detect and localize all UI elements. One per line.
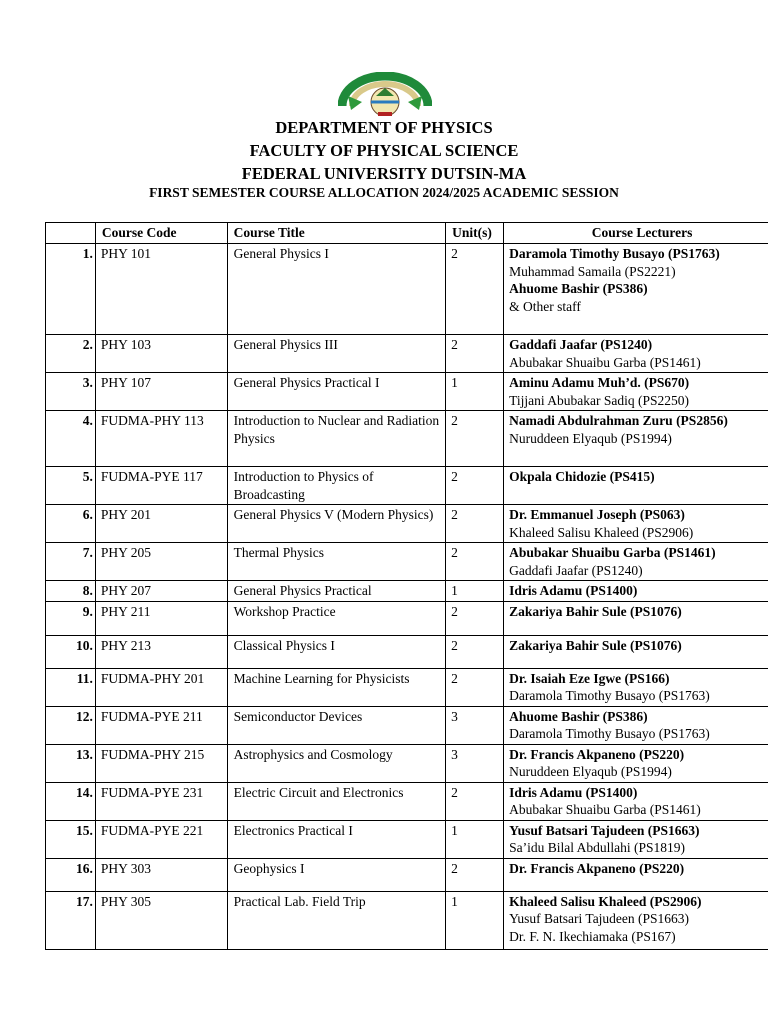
serial-number: 7. bbox=[46, 543, 96, 581]
course-lecturers bbox=[504, 505, 768, 543]
course-units: 2 bbox=[446, 635, 504, 668]
course-title: Introduction to Nuclear and Radiation Physics bbox=[227, 411, 446, 467]
serial-number: 9. bbox=[46, 601, 96, 635]
serial-number: 1. bbox=[46, 244, 96, 335]
course-code: FUDMA-PYE 231 bbox=[95, 782, 227, 820]
course-title: General Physics III bbox=[227, 335, 446, 373]
course-units: 2 bbox=[446, 244, 504, 335]
course-code: PHY 205 bbox=[95, 543, 227, 581]
course-lecturers bbox=[504, 411, 768, 467]
course-code: FUDMA-PYE 117 bbox=[95, 467, 227, 505]
course-code: FUDMA-PYE 211 bbox=[95, 706, 227, 744]
table-row bbox=[46, 891, 768, 949]
course-title: General Physics V (Modern Physics) bbox=[227, 505, 446, 543]
column-header-title: Course Title bbox=[227, 223, 446, 244]
course-title: Practical Lab. Field Trip bbox=[227, 891, 446, 949]
lecturer-name: Okpala Chidozie (PS415) bbox=[509, 469, 655, 484]
course-title: General Physics Practical bbox=[227, 581, 446, 602]
course-code: PHY 303 bbox=[95, 858, 227, 891]
lecturer-name: Zakariya Bahir Sule (PS1076) bbox=[509, 637, 682, 653]
course-units: 3 bbox=[446, 706, 504, 744]
course-title: Classical Physics I bbox=[227, 635, 446, 668]
table-row bbox=[46, 505, 768, 543]
lecturer-name: Namadi Abdulrahman Zuru (PS2856) bbox=[509, 413, 728, 428]
lecturer-name: Dr. Emmanuel Joseph (PS063) bbox=[509, 507, 685, 522]
department-heading: DEPARTMENT OF PHYSICS bbox=[275, 118, 493, 137]
course-units: 1 bbox=[446, 820, 504, 858]
lecturer-name: Dr. Francis Akpaneno (PS220) bbox=[509, 860, 685, 876]
course-lecturers bbox=[504, 820, 768, 858]
table-row bbox=[46, 373, 768, 411]
serial-number: 14. bbox=[46, 782, 96, 820]
course-units: 2 bbox=[446, 782, 504, 820]
lecturer-name: Ahuome Bashir (PS386) bbox=[509, 708, 648, 724]
course-units: 1 bbox=[446, 581, 504, 602]
course-lecturers bbox=[504, 706, 768, 744]
course-allocation-table bbox=[45, 222, 768, 950]
table-row bbox=[46, 335, 768, 373]
lecturer-name: Daramola Timothy Busayo (PS1763) bbox=[509, 726, 710, 741]
table-row bbox=[46, 782, 768, 820]
lecturer-name: & Other staff bbox=[509, 298, 581, 314]
university-heading: FEDERAL UNIVERSITY DUTSIN-MA bbox=[241, 164, 527, 183]
table-row bbox=[46, 411, 768, 467]
course-title: General Physics Practical I bbox=[227, 373, 446, 411]
table-row bbox=[46, 543, 768, 581]
session-heading: FIRST SEMESTER COURSE ALLOCATION 2024/2025 ACADEMIC SESSION bbox=[149, 185, 619, 200]
table-row bbox=[46, 858, 768, 891]
lecturer-name: Dr. F. N. Ikechiamaka (PS167) bbox=[509, 928, 676, 944]
lecturer-name: Daramola Timothy Busayo (PS1763) bbox=[509, 246, 720, 261]
lecturer-name: Dr. Francis Akpaneno (PS220) bbox=[509, 746, 685, 762]
course-title: Workshop Practice bbox=[227, 601, 446, 635]
lecturer-name: Tijjani Abubakar Sadiq (PS2250) bbox=[509, 392, 690, 408]
lecturer-name: Dr. Isaiah Eze Igwe (PS166) bbox=[509, 670, 670, 686]
lecturer-name: Abubakar Shuaibu Garba (PS1461) bbox=[509, 802, 701, 817]
course-lecturers bbox=[504, 467, 768, 505]
course-units: 2 bbox=[446, 858, 504, 891]
course-title: Machine Learning for Physicists bbox=[227, 668, 446, 706]
table-row bbox=[46, 581, 768, 602]
course-code: FUDMA-PHY 113 bbox=[95, 411, 227, 467]
course-units: 1 bbox=[446, 373, 504, 411]
course-units: 1 bbox=[446, 891, 504, 949]
course-code: PHY 211 bbox=[95, 601, 227, 635]
lecturer-name: Abubakar Shuaibu Garba (PS1461) bbox=[509, 354, 701, 370]
course-title: Geophysics I bbox=[227, 858, 446, 891]
lecturer-name: Khaleed Salisu Khaleed (PS2906) bbox=[509, 524, 694, 540]
lecturer-name: Yusuf Batsari Tajudeen (PS1663) bbox=[509, 911, 690, 926]
serial-number: 6. bbox=[46, 505, 96, 543]
course-units: 2 bbox=[446, 335, 504, 373]
course-lecturers bbox=[504, 581, 768, 602]
course-units: 2 bbox=[446, 411, 504, 467]
course-units: 2 bbox=[446, 467, 504, 505]
serial-number: 10. bbox=[46, 635, 96, 668]
lecturer-name: Nuruddeen Elyaqub (PS1994) bbox=[509, 430, 672, 446]
course-lecturers bbox=[504, 335, 768, 373]
lecturer-name: Daramola Timothy Busayo (PS1763) bbox=[509, 688, 710, 703]
column-header-units: Unit(s) bbox=[446, 223, 504, 244]
course-code: PHY 207 bbox=[95, 581, 227, 602]
serial-number: 3. bbox=[46, 373, 96, 411]
course-title: General Physics I bbox=[227, 244, 446, 335]
course-code: PHY 201 bbox=[95, 505, 227, 543]
course-title: Thermal Physics bbox=[227, 543, 446, 581]
course-code: FUDMA-PHY 201 bbox=[95, 668, 227, 706]
course-code: PHY 103 bbox=[95, 335, 227, 373]
serial-number: 17. bbox=[46, 891, 96, 949]
course-lecturers bbox=[504, 858, 768, 891]
table-row bbox=[46, 820, 768, 858]
course-title: Introduction to Physics of Broadcasting bbox=[227, 467, 446, 505]
table-row bbox=[46, 601, 768, 635]
course-lecturers bbox=[504, 601, 768, 635]
serial-number: 12. bbox=[46, 706, 96, 744]
serial-number: 15. bbox=[46, 820, 96, 858]
lecturer-name: Zakariya Bahir Sule (PS1076) bbox=[509, 603, 682, 619]
lecturer-name: Sa’idu Bilal Abdullahi (PS1819) bbox=[509, 840, 686, 855]
course-lecturers bbox=[504, 373, 768, 411]
course-code: PHY 101 bbox=[95, 244, 227, 335]
course-lecturers bbox=[504, 543, 768, 581]
lecturer-name: Gaddafi Jaafar (PS1240) bbox=[509, 337, 653, 352]
serial-number: 4. bbox=[46, 411, 96, 467]
table-row bbox=[46, 668, 768, 706]
lecturer-name: Idris Adamu (PS1400) bbox=[509, 583, 638, 598]
course-lecturers bbox=[504, 635, 768, 668]
course-lecturers bbox=[504, 668, 768, 706]
course-code: FUDMA-PHY 215 bbox=[95, 744, 227, 782]
lecturer-name: Khaleed Salisu Khaleed (PS2906) bbox=[509, 893, 702, 909]
lecturer-name: Ahuome Bashir (PS386) bbox=[509, 281, 648, 296]
lecturer-name: Abubakar Shuaibu Garba (PS1461) bbox=[509, 545, 716, 560]
column-header-code: Course Code bbox=[95, 223, 227, 244]
course-lecturers bbox=[504, 782, 768, 820]
serial-number: 8. bbox=[46, 581, 96, 602]
university-logo bbox=[338, 72, 432, 116]
course-units: 2 bbox=[446, 601, 504, 635]
table-row bbox=[46, 244, 768, 335]
faculty-heading: FACULTY OF PHYSICAL SCIENCE bbox=[249, 141, 519, 160]
course-lecturers bbox=[504, 891, 768, 949]
column-header-lecturers: Course Lecturers bbox=[504, 223, 768, 244]
course-lecturers bbox=[504, 744, 768, 782]
serial-number: 5. bbox=[46, 467, 96, 505]
course-units: 2 bbox=[446, 668, 504, 706]
serial-number: 11. bbox=[46, 668, 96, 706]
lecturer-name: Gaddafi Jaafar (PS1240) bbox=[509, 562, 643, 578]
course-units: 2 bbox=[446, 505, 504, 543]
course-code: FUDMA-PYE 221 bbox=[95, 820, 227, 858]
table-row bbox=[46, 706, 768, 744]
course-title: Electric Circuit and Electronics bbox=[227, 782, 446, 820]
serial-number: 13. bbox=[46, 744, 96, 782]
course-lecturers bbox=[504, 244, 768, 335]
course-units: 2 bbox=[446, 543, 504, 581]
table-row bbox=[46, 467, 768, 505]
column-header-sn bbox=[46, 223, 96, 244]
lecturer-name: Yusuf Batsari Tajudeen (PS1663) bbox=[509, 822, 700, 838]
course-code: PHY 305 bbox=[95, 891, 227, 949]
course-title: Astrophysics and Cosmology bbox=[227, 744, 446, 782]
course-code: PHY 213 bbox=[95, 635, 227, 668]
lecturer-name: Idris Adamu (PS1400) bbox=[509, 784, 638, 800]
lecturer-name: Muhammad Samaila (PS2221) bbox=[509, 263, 676, 279]
table-header-row bbox=[46, 223, 768, 244]
serial-number: 16. bbox=[46, 858, 96, 891]
table-row bbox=[46, 744, 768, 782]
course-code: PHY 107 bbox=[95, 373, 227, 411]
serial-number: 2. bbox=[46, 335, 96, 373]
lecturer-name: Nuruddeen Elyaqub (PS1994) bbox=[509, 764, 672, 779]
course-units: 3 bbox=[446, 744, 504, 782]
course-title: Semiconductor Devices bbox=[227, 706, 446, 744]
lecturer-name: Aminu Adamu Muh’d. (PS670) bbox=[509, 375, 690, 390]
course-title: Electronics Practical I bbox=[227, 820, 446, 858]
table-row bbox=[46, 635, 768, 668]
